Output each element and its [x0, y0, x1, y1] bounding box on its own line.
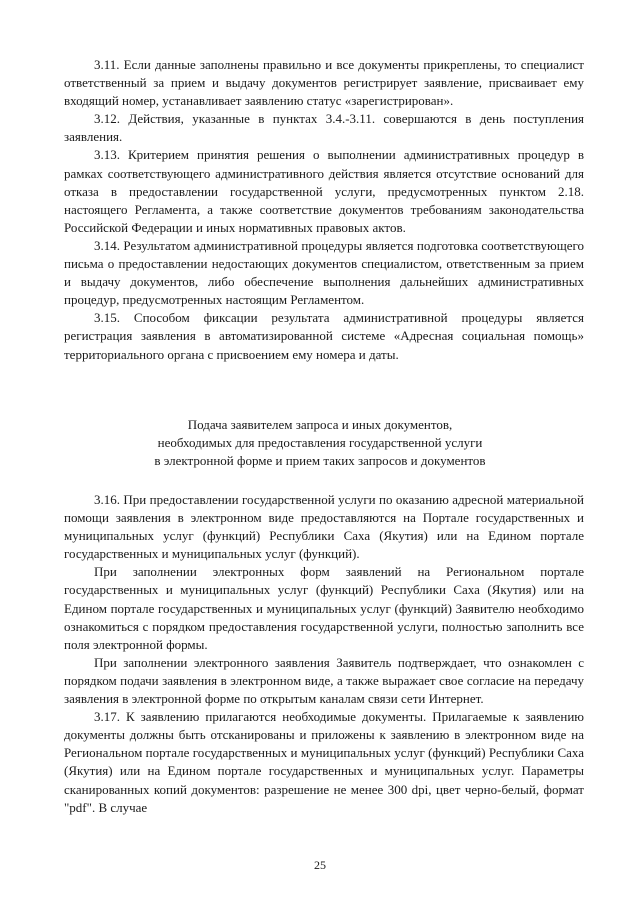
body-text-top [64, 56, 584, 364]
body-text-bottom [64, 491, 584, 817]
paragraph-3-14: 3.14. Результатом административной процедуры является подготовка соответствующего письма о предоставлении недостающих документов специалистом, ответственным за прием и выдачу документов, либо обеспечение выполнения дальнейших административных процедур, предусмотренных настоящим Регламентом. [64, 237, 584, 308]
section-heading [100, 416, 540, 470]
paragraph-electronic-consent: При заполнении электронного заявления Заявитель подтверждает, что ознакомлен с порядком подачи заявления в электронном виде, а также выражает свое согласие на передачу заявления в электронной форме по открытым каналам связи сети Интернет. [64, 654, 584, 707]
heading-line: в электронной форме и прием таких запросов и документов [154, 453, 486, 468]
paragraph-3-16: 3.16. При предоставлении государственной услуги по оказанию адресной материальной помощи заявления в электронном виде предоставляются на Портале государственных и муниципальных услуг (функций) Республики Саха (Якутия) или на Едином портале государственных и муниципальных услуг (функций). [64, 492, 584, 562]
page-number: 25 [314, 858, 326, 872]
paragraph-3-11: 3.11. Если данные заполнены правильно и все документы прикреплены, то специалист ответственный за прием и выдачу документов регистрирует заявление, присваивает ему входящий номер, устанавливает заявлению статус «зарегистрирован». [64, 57, 584, 109]
paragraph-3-15: 3.15. Способом фиксации результата административной процедуры является регистрация заявления в автоматизированной системе «Адресная социальная помощь» территориального органа с присвоением ему номера и даты. [64, 310, 584, 362]
paragraph-electronic-forms: При заполнении электронных форм заявлений на Региональном портале государственных и муниципальных услуг (функций) Республики Саха (Якутия) или на Едином портале государственных и муниципальных услуг (функций) Заявителю необходимо ознакомиться с порядком предоставления государственной услуги, полностью заполнить все поля электронной формы. [64, 564, 584, 652]
paragraph-3-12: 3.12. Действия, указанные в пунктах 3.4.-3.11. совершаются в день поступления заявления. [64, 111, 584, 145]
paragraph-3-17: 3.17. К заявлению прилагаются необходимые документы. Прилагаемые к заявлению документы должны быть отсканированы и приложены к заявлению в электронном виде на Региональном портале государственных и муниципальных услуг (функций) Республики Саха (Якутия) или на Едином портале государственных и муниципальных услуг. Параметры сканированных копий документов: разрешение не менее 300 dpi, цвет черно-белый, формат "pdf". В случае [64, 709, 584, 815]
heading-line: необходимых для предоставления государственной услуги [157, 435, 483, 450]
heading-line: Подача заявителем запроса и иных документов, [187, 417, 453, 432]
paragraph-3-13: 3.13. Критерием принятия решения о выполнении административных процедур в рамках соответствующего административного действия является отсутствие оснований для отказа в предоставлении государственной услуги, предусмотренных пунктом 2.18. настоящего Регламента, а также соответствие документов требованиям законодательства Российской Федерации и иных нормативных правовых актов. [64, 147, 584, 235]
